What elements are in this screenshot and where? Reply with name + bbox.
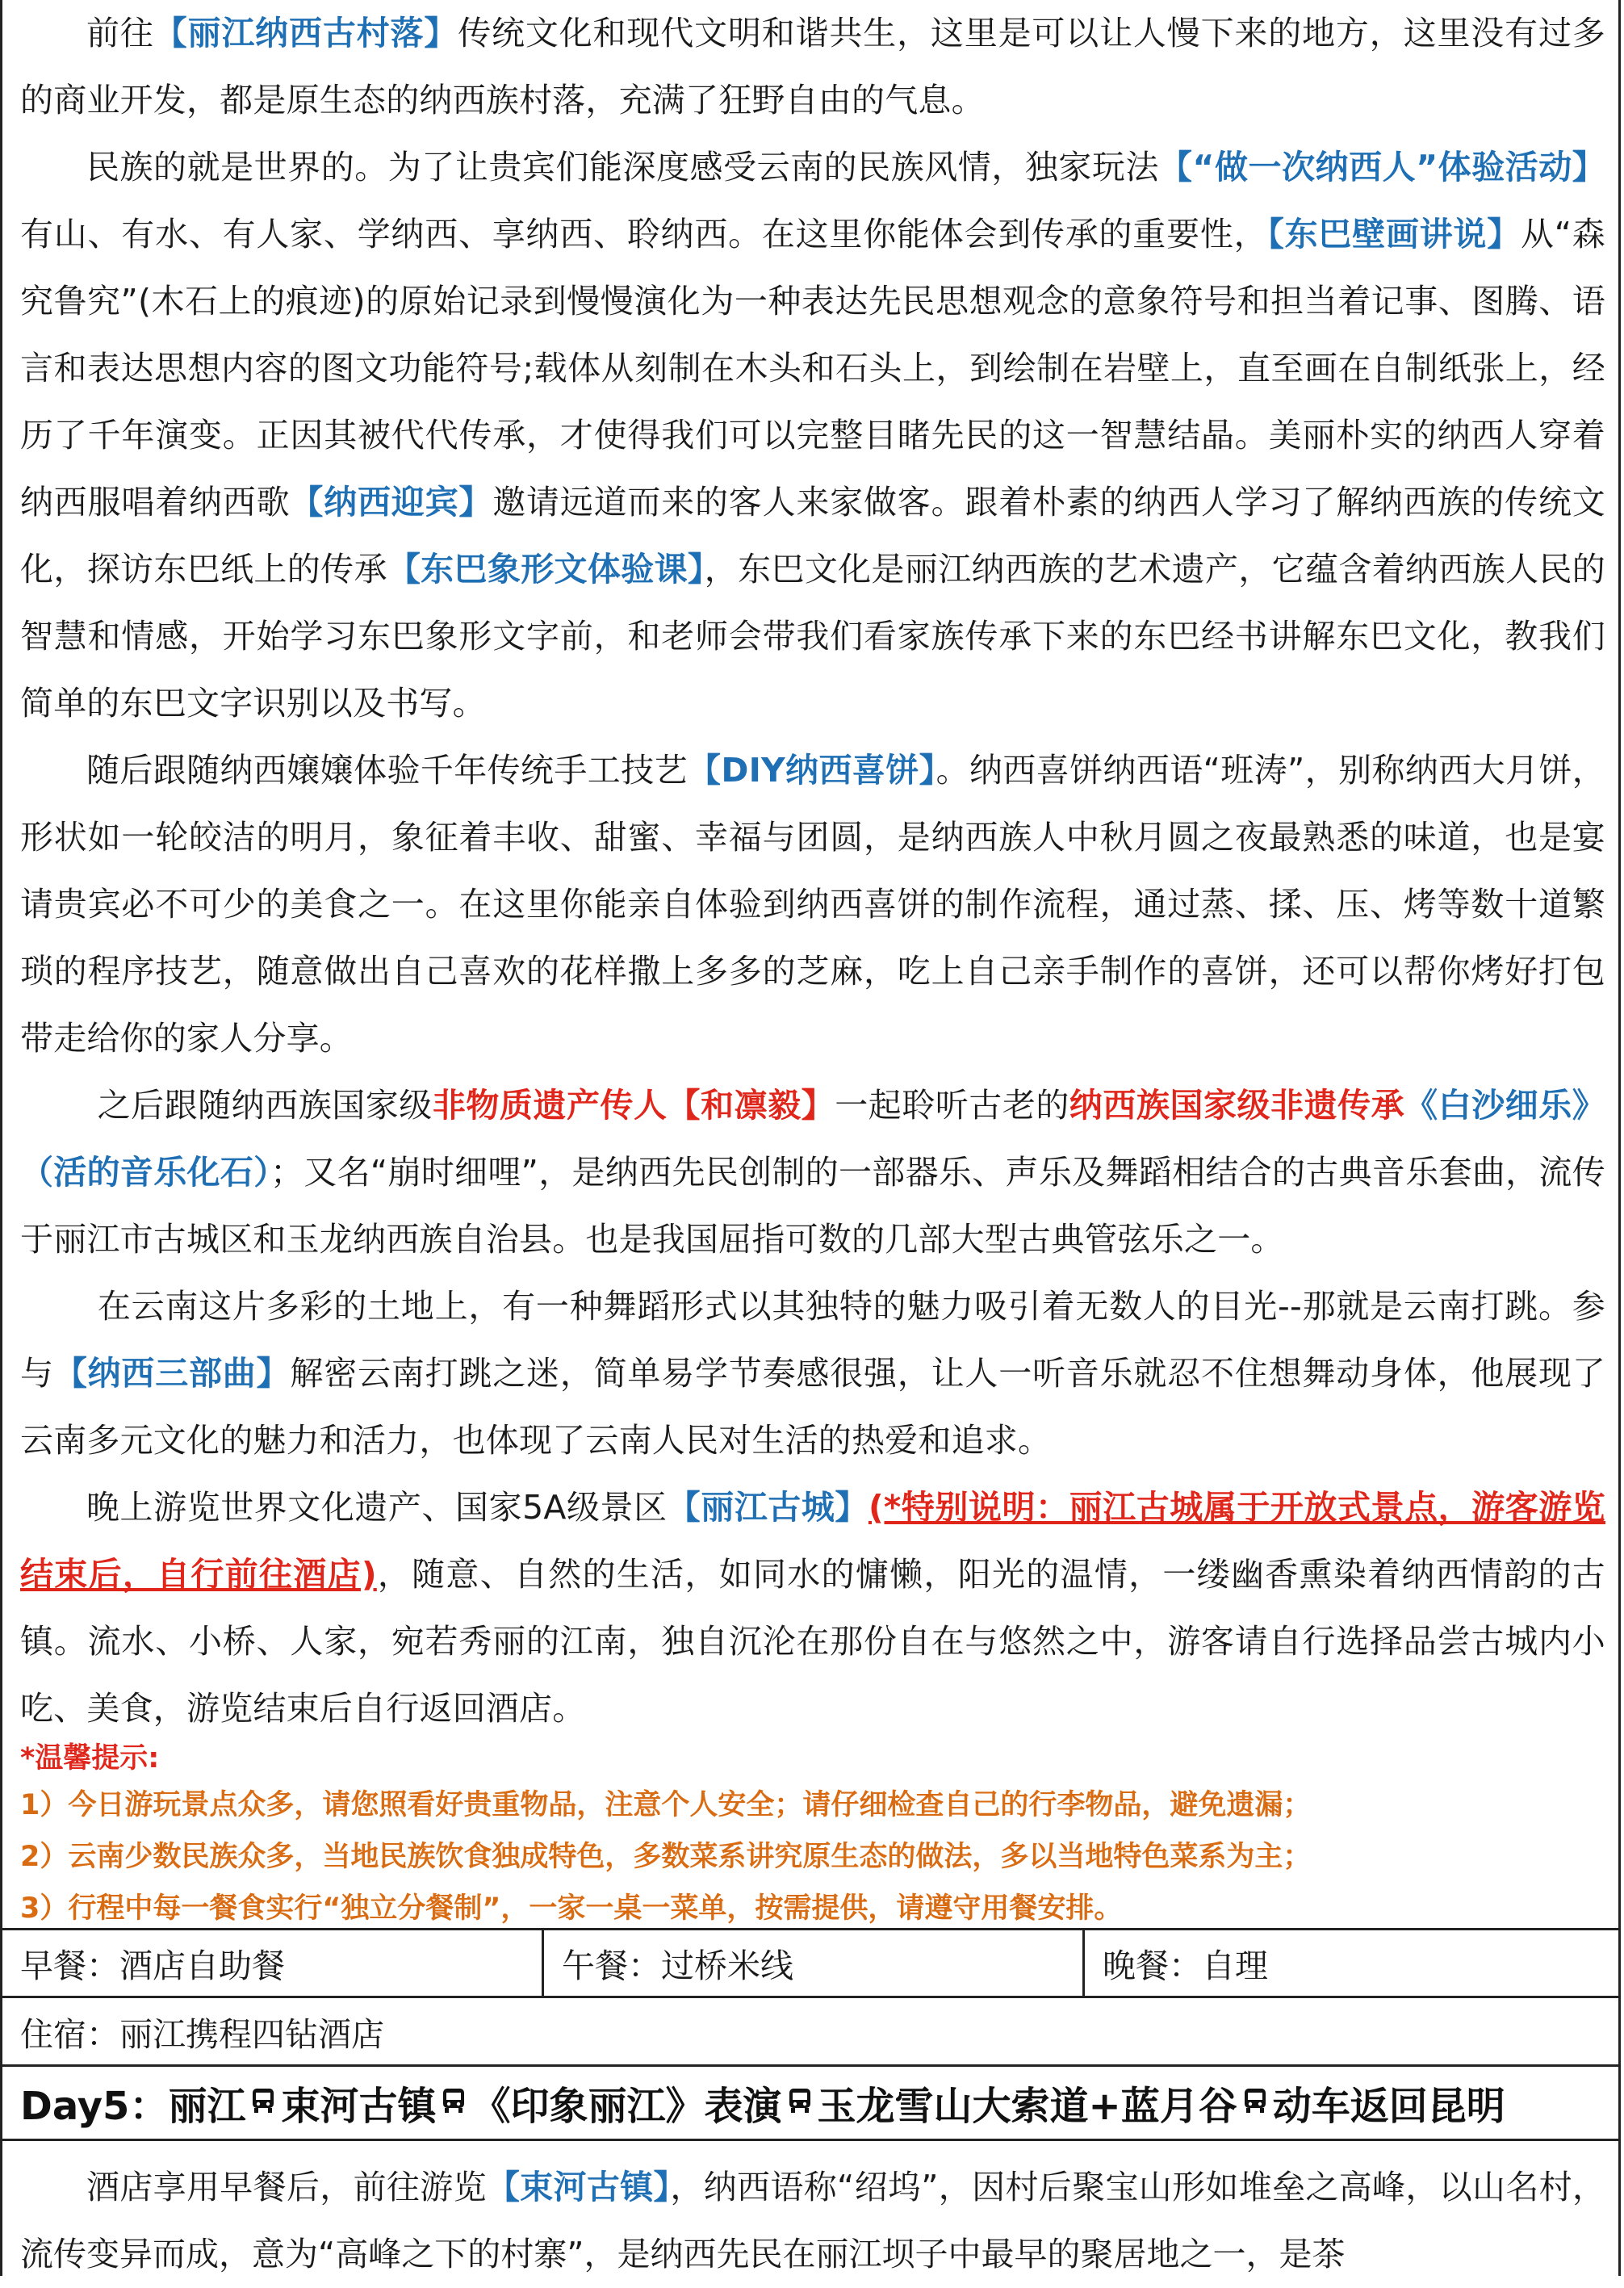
tips-title: *温馨提示:: [20, 1742, 160, 1775]
highlight-naxi-village: 【丽江纳西古村落】: [153, 14, 458, 52]
lunch-cell: 午餐：过桥米线: [542, 1930, 1082, 1996]
accommodation-row: 住宿：丽江携程四钻酒店: [2, 1998, 1620, 2067]
text: 一起聆听古老的: [835, 1086, 1069, 1125]
text: 传统文化和现代文明和谐共生，这里是可以让人慢下来的地方，这里没有过多的商业开发，都是原生态的纳西族村落，充满了狂野自由的气息。: [20, 14, 1605, 119]
bus-icon: [441, 2087, 467, 2114]
text: 在云南这片多彩的土地上，有一种舞蹈形式以其独特的魅力吸引着无数人的目光--那就是云南打跳。参与: [20, 1287, 1605, 1393]
paragraph-naxi-experience: [20, 134, 1605, 737]
paragraph-dance: [20, 1273, 1605, 1474]
text: ，东巴文化是丽江纳西族的艺术遗产，它蕴含着纳西族人民的智慧和情感，开始学习东巴象形文字前，和老师会带我们看家族传承下来的东巴经书讲解东巴文化，教我们简单的东巴文字识别以及书写。: [20, 550, 1605, 723]
highlight-baisha-music: 《白沙细乐》（活的音乐化石）: [20, 1086, 1606, 1192]
highlight-national-heritage: 纳西族国家级非遗传承: [1069, 1086, 1405, 1125]
route-stop: 丽江: [168, 2084, 246, 2129]
highlight-naxi-welcome: 【纳西迎宾】: [290, 483, 493, 522]
highlight-dongba-mural: 【东巴壁画讲说】: [1267, 215, 1521, 254]
text: 酒店享用早餐后，前往游览: [86, 2168, 487, 2206]
route-stop: 束河古镇: [281, 2084, 437, 2129]
bus-icon: [1242, 2087, 1268, 2114]
text: ，纳西语称“绍坞”，因村后聚宝山形如堆垒之高峰，以山名村，流传变异而成，意为“高峰之下的村寨”，是纳西先民在丽江坝子中最早的聚居地之一，是茶: [20, 2168, 1606, 2273]
bus-icon: [787, 2087, 813, 2114]
tip-item: 2）云南少数民族众多，当地民族饮食独成特色，多数菜系讲究原生态的做法，多以当地特色菜系为主；: [20, 1841, 1312, 1873]
highlight-naxi-trilogy: 【纳西三部曲】: [53, 1354, 291, 1393]
text: 从“森究鲁究”(木石上的痕迹)的原始记录到慢慢演化为一种表达先民思想观念的意象符号和担当着记事、图腾、语言和表达思想内容的图文功能符号;载体从刻制在木头和石头上，到绘制在岩壁上，直至画在自制纸张上，经历了千年演变。正因其被代代传承，才使得我们可以完整目睹先民的这一智慧结晶。美丽朴实的纳西人穿着纳西服唱着纳西歌: [20, 215, 1605, 522]
text: ，随意、自然的生活，如同水的慵懒，阳光的温情，一缕幽香熏染着纳西情韵的古镇。流水、小桥、人家，宛若秀丽的江南，独自沉沦在那份自在与悠然之中，游客请自行选择品尝古城内小吃、美食，游览结束后自行返回酒店。: [20, 1555, 1605, 1728]
highlight-lijiang-old-town: 【丽江古城】: [667, 1488, 869, 1527]
tip-item: 1）今日游玩景点众多，请您照看好贵重物品，注意个人安全；请仔细检查自己的行李物品，避免遗漏；: [20, 1789, 1312, 1821]
text: 前往: [86, 14, 154, 52]
text: 随后跟随纳西嬢嬢体验千年传统手工技艺: [86, 751, 688, 790]
tip-item: 3）行程中每一餐食实行“独立分餐制”，一家一桌一菜单，按需提供，请遵守用餐安排。: [20, 1892, 1123, 1925]
paragraph-shuhe: [20, 2154, 1605, 2288]
highlight-shuhe-town: 【束河古镇】: [486, 2168, 671, 2206]
paragraph-naxi-cake: [20, 737, 1605, 1072]
dinner-cell: 晚餐：自理: [1082, 1930, 1620, 1996]
breakfast-cell: 早餐：酒店自助餐: [20, 1946, 285, 1985]
text: 之后跟随纳西族国家级: [97, 1086, 433, 1125]
day5-description: [20, 2154, 1605, 2288]
special-note: (*特别说明：丽江古城属于开放式景点，游客游览结束后，自行前往酒店): [20, 1488, 1606, 1594]
paragraph-naxi-village: [20, 0, 1605, 134]
paragraph-baisha-music: [20, 1072, 1605, 1273]
bus-icon: [250, 2087, 276, 2114]
warm-tips: [20, 1737, 1605, 1934]
text: 邀请远道而来的客人来家做客。跟着朴素的纳西人学习了解纳西族的传统文化，探访东巴纸上的传承: [20, 483, 1605, 589]
day4-description: [20, 0, 1605, 1742]
day5-heading: [2, 2067, 1620, 2141]
highlight-naxi-activity: 【“做一次纳西人”体验活动】: [1159, 148, 1605, 186]
meals-row: [2, 1928, 1620, 1998]
route-stop: 玉龙雪山大索道+蓝月谷: [817, 2084, 1237, 2129]
day-label: Day5：: [20, 2084, 169, 2129]
text: 民族的就是世界的。为了让贵宾们能深度感受云南的民族风情，独家玩法: [86, 148, 1159, 186]
text: ；又名“崩时细哩”，是纳西先民创制的一部器乐、声乐及舞蹈相结合的古典音乐套曲，流传于丽江市古城区和玉龙纳西族自治县。也是我国屈指可数的几部大型古典管弦乐之一。: [20, 1153, 1605, 1259]
paragraph-old-town: [20, 1474, 1605, 1742]
route-stop: 动车返回昆明: [1272, 2084, 1505, 2129]
highlight-diy-cake: 【DIY纳西喜饼】: [687, 751, 936, 790]
text: 解密云南打跳之迷，简单易学节奏感很强，让人一听音乐就忍不住想舞动身体，他展现了云南多元文化的魅力和活力，也体现了云南人民对生活的热爱和追求。: [20, 1354, 1606, 1460]
route-stop: 《印象丽江》表演: [471, 2084, 782, 2129]
text: 晚上游览世界文化遗产、国家5A级景区: [86, 1488, 668, 1527]
highlight-dongba-class: 【东巴象形文体验课】: [387, 550, 705, 589]
text: 。纳西喜饼纳西语“班涛”，别称纳西大月饼，形状如一轮皎洁的明月，象征着丰收、甜蜜、幸福与团圆，是纳西族人中秋月圆之夜最熟悉的味道，也是宴请贵宾必不可少的美食之一。在这里你能亲自体验到纳西喜饼的制作流程，通过蒸、揉、压、烤等数十道繁琐的程序技艺，随意做出自己喜欢的花样撒上多多的芝麻，吃上自己亲手制作的喜饼，还可以帮你烤好打包带走给你的家人分享。: [20, 751, 1605, 1058]
text: 有山、有水、有人家、学纳西、享纳西、聆纳西。在这里你能体会到传承的重要性，: [20, 215, 1268, 254]
highlight-heritage-inheritor: 非物质遗产传人【和凛毅】: [432, 1086, 835, 1125]
